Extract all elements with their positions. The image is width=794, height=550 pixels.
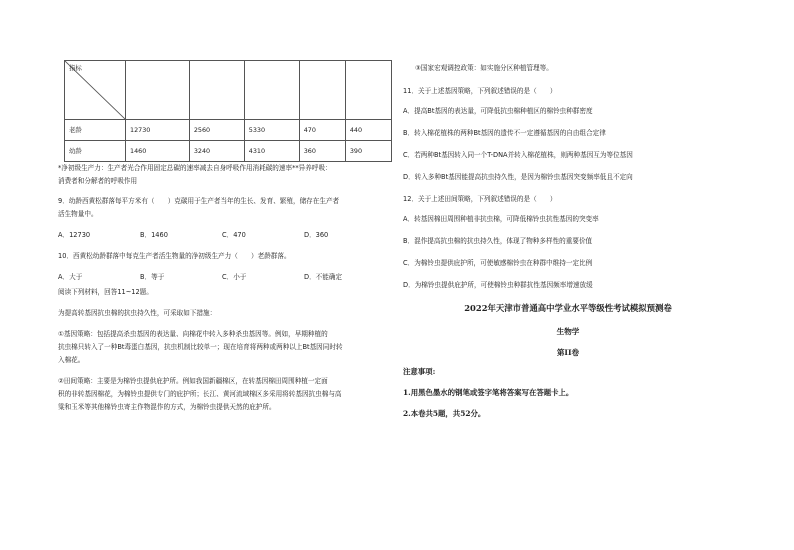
option-a: A．转基因棉田周围种植非抗虫棉，可降低棉铃虫抗性基因的突变率 <box>403 215 599 223</box>
strategy-1-end: 入棉花。 <box>58 356 85 364</box>
header-cell <box>244 61 299 120</box>
option-c: C．小于 <box>222 273 247 281</box>
carbon-data-table <box>64 60 392 162</box>
table-cell: 390 <box>345 141 391 162</box>
left-column <box>58 60 388 412</box>
table-cell: 440 <box>345 120 391 141</box>
table-cell: 4310 <box>244 141 299 162</box>
corner-label: 指标 <box>69 64 82 72</box>
question-9: 9．幼龄西黄松群落每平方米有（ ）克碳用于生产者当年的生长、发育、繁殖，储存在生产者 <box>58 197 340 205</box>
notice-item-2: 2.本卷共5题，共52分。 <box>403 409 486 418</box>
question-9-cont: 活生物量中。 <box>58 210 98 218</box>
table-cell: 3240 <box>189 141 244 162</box>
header-cell <box>126 61 190 120</box>
table-row <box>65 120 392 141</box>
table-cell: 2560 <box>189 120 244 141</box>
option-a: A．大于 <box>58 273 83 281</box>
table-diagonal-header <box>65 61 126 120</box>
option-c: C．为棉铃虫提供庇护所，可使敏感棉铃虫在种群中维持一定比例 <box>403 259 593 267</box>
option-d: D．转入多种Bt基因能提高抗虫持久性，是因为棉铃虫基因突变频率低且不定向 <box>403 173 633 181</box>
subject-title: 生物学 <box>556 327 580 336</box>
table-cell: 360 <box>299 141 345 162</box>
table-row <box>65 141 392 162</box>
header-cell <box>189 61 244 120</box>
question-10-options <box>58 273 388 282</box>
material-intro: 为提高转基因抗虫棉的抗虫持久性，可采取如下措施： <box>58 309 217 317</box>
option-d: D．不能确定 <box>304 273 343 281</box>
row-label: 老龄 <box>65 120 126 141</box>
header-cell <box>299 61 345 120</box>
reading-instruction: 阅读下列材料，回答11~12题。 <box>58 288 153 296</box>
table-header-row <box>65 61 392 120</box>
option-b: B．等于 <box>140 273 165 281</box>
option-c: C．若两种Bt基因转入同一个T-DNA并转入棉花植株，则两种基因互为等位基因 <box>403 151 633 159</box>
strategy-1-cont: 抗虫棉只转入了一种Bt毒蛋白基因，抗虫机制比较单一；现在培育将两种或两种以上Bt基因同时转 <box>58 343 343 351</box>
table-note-cont: 消费者和分解者的呼吸作用 <box>58 177 138 185</box>
table-note: *净初级生产力：生产者光合作用固定总碳的速率减去自身呼吸作用消耗碳的速率**异养呼吸： <box>58 164 332 172</box>
option-d: D．为棉铃虫提供庇护所，可使棉铃虫种群抗性基因频率增速放缓 <box>403 281 593 289</box>
right-column <box>403 64 733 418</box>
table-cell: 470 <box>299 120 345 141</box>
header-cell <box>345 61 391 120</box>
question-10: 10．西黄松幼龄群落中每克生产者活生物量的净初级生产力（ ）老龄群落。 <box>58 252 291 260</box>
table-cell: 5330 <box>244 120 299 141</box>
strategy-2-cont: 积的非转基因棉花，为棉铃虫提供专门的庇护所；长江、黄河流域棉区多采用将转基因抗虫棉与高 <box>58 390 342 398</box>
option-b: B．混作提高抗虫棉的抗虫持久性，体现了物种多样性的重要价值 <box>403 237 593 245</box>
question-12-options <box>403 215 733 290</box>
table-cell: 1460 <box>126 141 190 162</box>
option-a: A．提高Bt基因的表达量，可降低抗虫棉种植区的棉铃虫种群密度 <box>403 107 593 115</box>
option-b: B．转入棉花植株的两种Bt基因的遗传不一定遵循基因的自由组合定律 <box>403 129 606 137</box>
strategy-2: ②田间策略：主要是为棉铃虫提供庇护所。例如我国新疆棉区，在转基因棉田周围种植一定面 <box>58 377 328 385</box>
strategy-1: ①基因策略：包括提高杀虫基因的表达量、向棉花中转入多种杀虫基因等。例如，早期种植的 <box>58 330 328 338</box>
notice-heading: 注意事项: <box>403 367 436 376</box>
question-11: 11．关于上述基因策略，下列叙述错误的是（ ） <box>403 87 557 95</box>
option-c: C．470 <box>222 231 246 239</box>
option-b: B．1460 <box>140 231 168 239</box>
question-12: 12．关于上述田间策略，下列叙述错误的是（ ） <box>403 195 557 203</box>
strategy-3: ③国家宏观调控政策：如实施分区种植管理等。 <box>415 64 553 72</box>
exam-title: 2022年天津市普通高中学业水平等级性考试模拟预测卷 <box>464 303 672 313</box>
volume-label: 第II卷 <box>556 348 580 357</box>
question-9-options <box>58 231 388 240</box>
table-cell: 12730 <box>126 120 190 141</box>
row-label: 幼龄 <box>65 141 126 162</box>
option-d: D．360 <box>304 231 329 239</box>
option-a: A．12730 <box>58 231 91 239</box>
strategy-2-end: 粱和玉米等其他棉铃虫寄主作物混作的方式，为棉铃虫提供天然的庇护所。 <box>58 403 276 411</box>
question-11-options <box>403 107 733 182</box>
notice-item-1: 1.用黑色墨水的钢笔或签字笔将答案写在答题卡上。 <box>403 388 574 397</box>
